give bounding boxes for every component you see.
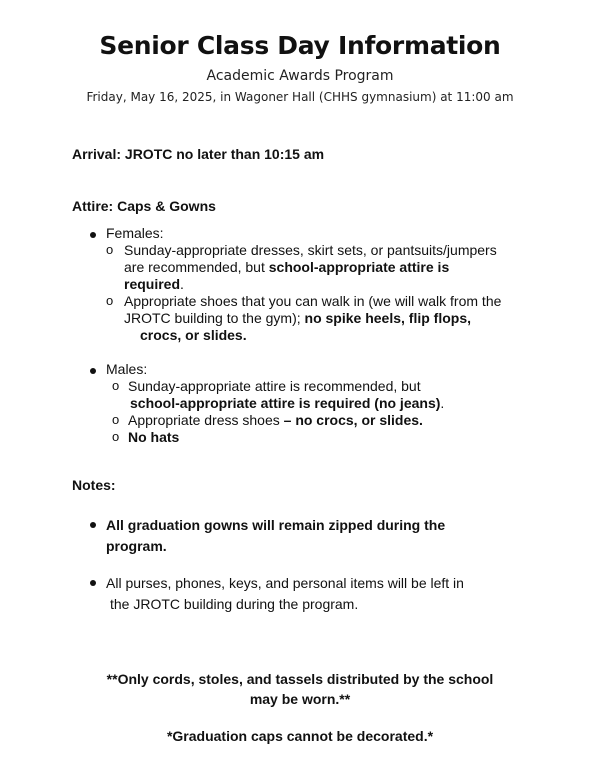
text-span: . bbox=[180, 276, 184, 292]
males-item-1-line2 bbox=[128, 395, 548, 412]
bold-span: required bbox=[124, 276, 181, 292]
sub-bullet: o bbox=[112, 429, 120, 444]
bold-span: – no crocs, or slides. bbox=[283, 412, 423, 428]
sub-bullet: o bbox=[112, 378, 120, 393]
bold-span: crocs, or slides. bbox=[140, 327, 247, 343]
bullet-dot bbox=[90, 368, 96, 374]
notes-item-1-line1: All graduation gowns will remain zipped during the bbox=[106, 517, 446, 533]
sub-bullet: o bbox=[106, 242, 114, 257]
text-span: JROTC building to the gym); bbox=[124, 310, 305, 326]
text-span: Appropriate dress shoes bbox=[128, 412, 284, 428]
bold-span: school-appropriate attire is required (no jeans) bbox=[130, 395, 441, 411]
bullet-dot bbox=[90, 580, 96, 586]
females-item-2-line2 bbox=[124, 310, 544, 327]
notes-item-1 bbox=[106, 515, 546, 557]
cords-notice-line2: may be worn.** bbox=[249, 691, 351, 707]
bullet-dot bbox=[90, 522, 96, 528]
attire-heading: Attire: Caps & Gowns bbox=[72, 198, 216, 214]
sub-bullet: o bbox=[106, 293, 114, 308]
cords-notice-line1: **Only cords, stoles, and tassels distributed by the school bbox=[106, 671, 494, 687]
notes-heading: Notes: bbox=[72, 477, 116, 493]
bold-span: no spike heels, flip flops, bbox=[304, 310, 471, 326]
notes-item-2-line1: All purses, phones, keys, and personal items will be left in bbox=[106, 575, 464, 591]
males-item-1 bbox=[128, 378, 548, 412]
text-span: . bbox=[440, 395, 445, 411]
notes-item-1-line2: program. bbox=[106, 538, 167, 554]
bold-span: No hats bbox=[128, 429, 180, 445]
sub-bullet: o bbox=[112, 412, 120, 427]
females-item-2-line1: Appropriate shoes that you can walk in (we will walk from the bbox=[124, 293, 502, 309]
males-item-3 bbox=[128, 429, 548, 446]
females-item-1 bbox=[124, 242, 544, 293]
page-title: Senior Class Day Information bbox=[99, 31, 501, 60]
page-subtitle: Academic Awards Program bbox=[206, 68, 394, 84]
bullet-dot bbox=[90, 232, 96, 238]
males-item-1-line1: Sunday-appropriate attire is recommended, but bbox=[128, 378, 421, 394]
males-item-2 bbox=[128, 412, 548, 429]
cords-notice bbox=[0, 669, 600, 709]
arrival-heading: Arrival: JROTC no later than 10:15 am bbox=[72, 146, 325, 162]
females-item-2-line3 bbox=[124, 327, 544, 344]
females-item-1-line2 bbox=[124, 259, 544, 276]
notes-item-2-line2: the JROTC building during the program. bbox=[110, 596, 359, 612]
notes-item-2 bbox=[106, 573, 546, 615]
event-dateline: Friday, May 16, 2025, in Wagoner Hall (CHHS gymnasium) at 11:00 am bbox=[86, 90, 514, 104]
text-span: are recommended, but bbox=[124, 259, 269, 275]
males-label: Males: bbox=[106, 361, 148, 377]
females-label: Females: bbox=[106, 225, 164, 241]
females-item-1-line1: Sunday-appropriate dresses, skirt sets, or pantsuits/jumpers bbox=[124, 242, 497, 258]
caps-notice: *Graduation caps cannot be decorated.* bbox=[166, 728, 434, 744]
bold-span: school-appropriate attire is bbox=[268, 259, 450, 275]
females-item-2 bbox=[124, 293, 544, 344]
females-item-1-line3 bbox=[124, 276, 544, 293]
